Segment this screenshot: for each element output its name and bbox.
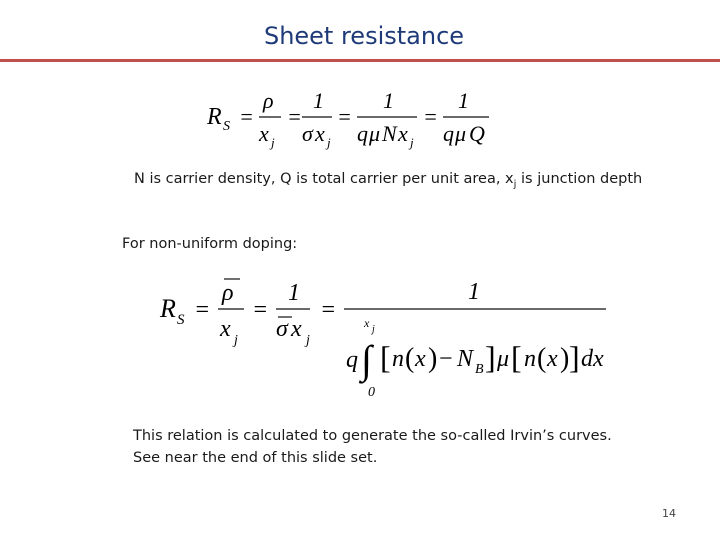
eq2-one-1: 1 — [288, 280, 300, 306]
caption-prefix: N is carrier density, Q is total carrier per unit area, x — [134, 171, 514, 187]
irvin-note-line1: This relation is calculated to generate the so-called Irvin’s curves. — [133, 428, 612, 444]
eq2-bracket-close: ] — [485, 339, 496, 375]
equation-glyph: [ — [511, 339, 522, 375]
eq1-equals-1: = — [239, 104, 254, 129]
equation-glyph: ( — [405, 343, 415, 374]
eq1-equals-4: = — [423, 104, 438, 129]
eq2-upper-j: j — [372, 324, 375, 335]
nonuniform-sheet-resistance-equation — [158, 272, 618, 404]
eq1-one-1: 1 — [313, 88, 324, 113]
eq2-equals-3: = — [320, 297, 337, 323]
eq2-xint: x — [415, 346, 426, 372]
equation-glyph: ( — [537, 343, 547, 374]
eq2-upper-x: x — [364, 316, 370, 330]
eq1-j: j — [271, 135, 275, 150]
irvin-note-line2: See near the end of this slide set. — [133, 450, 378, 466]
eq2-sigma: σ — [276, 316, 288, 342]
eq2-lhs-R: R — [160, 294, 176, 323]
eq1-j2: j — [327, 135, 331, 150]
equation-glyph: ) — [428, 343, 438, 374]
eq2-lhs-sub: S — [177, 312, 185, 328]
page-number: 14 — [662, 507, 676, 520]
eq1-rho: ρ — [263, 88, 274, 113]
eq2-j: j — [234, 333, 238, 348]
eq2-equals-1: = — [194, 297, 211, 323]
eq1-lhs-R: R — [207, 104, 222, 130]
eq2-x: x — [220, 316, 231, 342]
eq1-j3: j — [410, 135, 414, 150]
eq1-x: x — [259, 121, 269, 146]
eq2-minus: − — [439, 346, 453, 372]
equation-glyph: ) — [560, 343, 570, 374]
equation-glyph: ] — [569, 339, 580, 375]
eq2-integral: ∫ — [361, 337, 372, 382]
eq1-x2: x — [315, 121, 325, 146]
eq1-x3: x — [398, 121, 408, 146]
eq2-mu: μ — [497, 346, 510, 372]
eq2-q: q — [346, 347, 358, 373]
eq1-equals-3: = — [337, 104, 352, 129]
eq1-q: q — [357, 121, 368, 146]
eq2-equals-2: = — [252, 297, 269, 323]
eq2-n: n — [392, 346, 404, 372]
slide-title: Sheet resistance — [263, 22, 465, 50]
eq1-q2: q — [443, 121, 454, 146]
section-label: For non-uniform doping: — [122, 236, 298, 252]
title-divider — [0, 59, 720, 62]
eq2-dx: dx — [581, 346, 604, 372]
eq2-NB-sub: B — [475, 362, 484, 377]
eq1-sigma: σ — [302, 121, 313, 146]
eq2-lower-0: 0 — [368, 385, 375, 400]
eq2-rho: ρ — [222, 280, 234, 306]
eq2-n2: n — [524, 346, 536, 372]
eq2-one-2: 1 — [468, 279, 480, 305]
eq2-x2: x — [291, 316, 302, 342]
eq1-mu2: μ — [455, 121, 467, 146]
eq1-mu: μ — [369, 121, 381, 146]
caption-sub: j — [513, 179, 517, 190]
variable-definitions — [134, 168, 642, 196]
eq1-N: N — [382, 121, 397, 146]
caption-suffix: is junction depth — [516, 171, 643, 187]
sheet-resistance-equation — [205, 86, 505, 150]
eq1-one-3: 1 — [458, 88, 469, 113]
eq1-equals-2: = — [287, 104, 302, 129]
eq2-xint2: x — [547, 346, 558, 372]
eq1-Q: Q — [469, 121, 485, 146]
eq1-one-2: 1 — [383, 88, 394, 113]
eq2-NB: N — [457, 346, 474, 372]
eq2-j2: j — [306, 333, 310, 348]
eq2-bracket-open: [ — [380, 339, 391, 375]
eq1-lhs-sub: S — [223, 119, 230, 134]
